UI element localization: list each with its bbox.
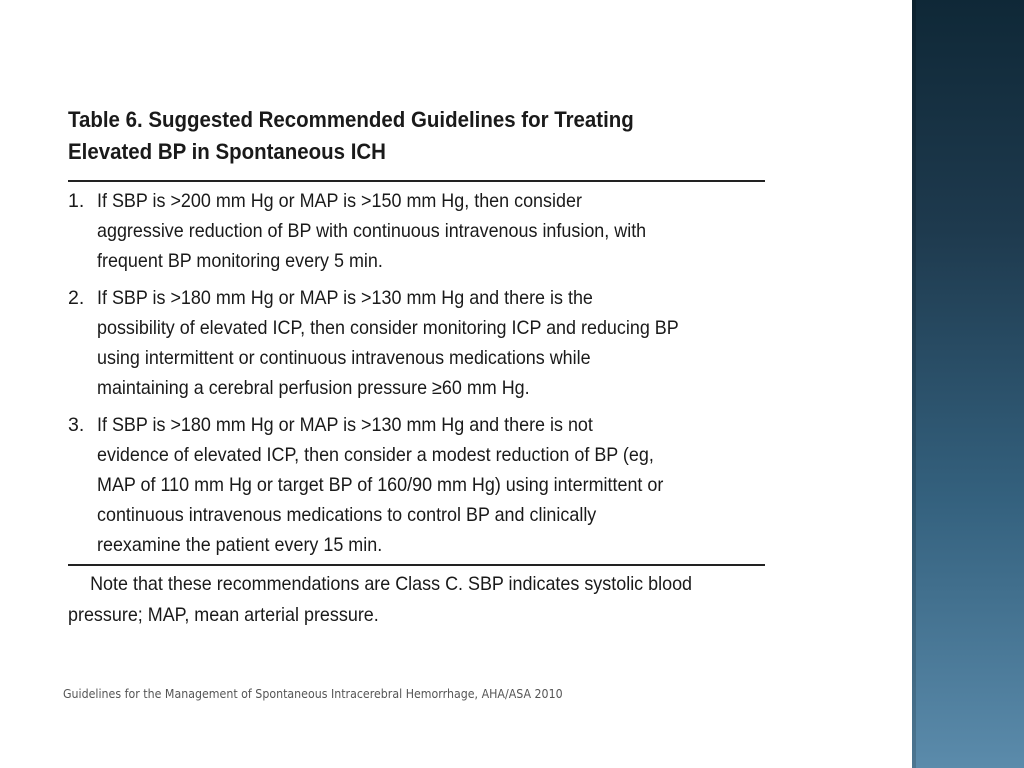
table-title: Table 6. Suggested Recommended Guidelines for Treating Elevated BP in Spontaneous ICH bbox=[68, 107, 634, 164]
citation-footer: Guidelines for the Management of Spontaneous Intracerebral Hemorrhage, AHA/ASA 2010 bbox=[63, 687, 563, 701]
item-line: frequent BP monitoring every 5 min. bbox=[97, 250, 383, 272]
item-line: If SBP is >200 mm Hg or MAP is >150 mm Hg, then consider bbox=[97, 190, 582, 212]
item-line: maintaining a cerebral perfusion pressure ≥60 mm Hg. bbox=[97, 377, 530, 399]
item-number: 2. bbox=[68, 287, 85, 309]
table-note: Note that these recommendations are Class C. SBP indicates systolic blood pressure; MAP, mean arterial pressure. bbox=[68, 573, 693, 626]
guideline-item bbox=[68, 186, 765, 276]
top-rule bbox=[68, 180, 765, 182]
item-number: 3. bbox=[68, 414, 85, 436]
guideline-item bbox=[68, 283, 765, 403]
item-line: possibility of elevated ICP, then consider monitoring ICP and reducing BP bbox=[97, 317, 679, 339]
item-line: evidence of elevated ICP, then consider a modest reduction of BP (eg, bbox=[97, 444, 654, 466]
item-number: 1. bbox=[68, 190, 85, 212]
guideline-item bbox=[68, 410, 765, 560]
item-line: If SBP is >180 mm Hg or MAP is >130 mm Hg and there is not bbox=[97, 414, 593, 436]
item-line: aggressive reduction of BP with continuous intravenous infusion, with bbox=[97, 220, 647, 242]
item-line: reexamine the patient every 15 min. bbox=[97, 534, 383, 556]
decorative-sidebar bbox=[912, 0, 1024, 768]
bottom-rule bbox=[68, 564, 765, 566]
item-line: using intermittent or continuous intravenous medications while bbox=[97, 347, 591, 369]
item-line: continuous intravenous medications to control BP and clinically bbox=[97, 504, 597, 526]
item-line: MAP of 110 mm Hg or target BP of 160/90 mm Hg) using intermittent or bbox=[97, 474, 664, 496]
item-line: If SBP is >180 mm Hg or MAP is >130 mm Hg and there is the bbox=[97, 287, 593, 309]
guidelines-table bbox=[68, 104, 765, 631]
